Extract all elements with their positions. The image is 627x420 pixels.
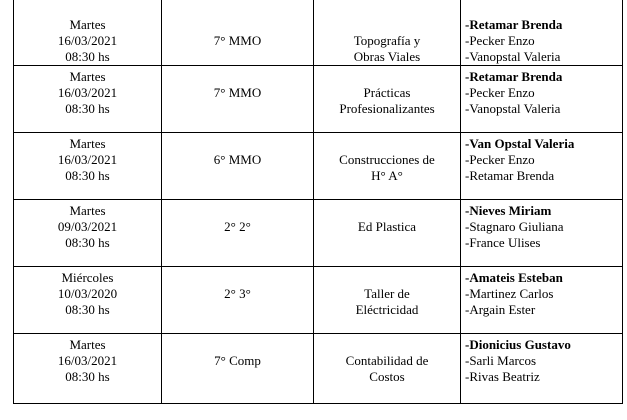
subject-text: Costos xyxy=(369,369,405,384)
subject-cell xyxy=(314,334,461,404)
course-text: 6° MMO xyxy=(213,152,262,167)
course-cell xyxy=(162,267,314,334)
course-text: 7° Comp xyxy=(214,353,261,368)
subject-cell xyxy=(314,200,461,267)
subject-text: Eléctricidad xyxy=(355,302,419,317)
course-cell xyxy=(162,66,314,133)
date-text: 16/03/2021 xyxy=(57,353,118,368)
teachers-cell xyxy=(461,0,623,66)
teacher-name: -Argain Ester xyxy=(465,302,536,317)
subject-text: Obras Viales xyxy=(353,49,421,64)
date-cell xyxy=(14,334,162,404)
date-cell xyxy=(14,200,162,267)
subject-text: Contabilidad de xyxy=(345,353,429,368)
time-text: 08:30 hs xyxy=(65,168,110,183)
date-cell xyxy=(14,0,162,66)
time-text: 08:30 hs xyxy=(65,49,110,64)
teacher-lead: -Amateis Esteban xyxy=(465,270,563,285)
table-row xyxy=(14,267,623,334)
subject-cell xyxy=(314,0,461,66)
weekday-text: Martes xyxy=(69,203,106,218)
table-row xyxy=(14,0,623,66)
weekday-text: Martes xyxy=(69,17,106,32)
teacher-name: -Martinez Carlos xyxy=(465,286,554,301)
teachers-cell xyxy=(461,66,623,133)
date-text: 16/03/2021 xyxy=(57,85,118,100)
weekday-text: Martes xyxy=(69,69,106,84)
weekday-text: Martes xyxy=(69,337,106,352)
subject-cell xyxy=(314,133,461,200)
time-text: 08:30 hs xyxy=(65,302,110,317)
time-text: 08:30 hs xyxy=(65,235,110,250)
teacher-name: -Vanopstal Valeria xyxy=(465,101,561,116)
teacher-name: -Retamar Brenda xyxy=(465,168,555,183)
teachers-cell xyxy=(461,334,623,404)
course-text: 7° MMO xyxy=(213,85,262,100)
course-cell xyxy=(162,200,314,267)
course-cell xyxy=(162,334,314,404)
subject-cell xyxy=(314,66,461,133)
time-text: 08:30 hs xyxy=(65,101,110,116)
weekday-text: Martes xyxy=(69,136,106,151)
course-text: 7° MMO xyxy=(213,33,262,48)
course-cell xyxy=(162,0,314,66)
teacher-lead: -Retamar Brenda xyxy=(465,69,563,84)
teacher-lead: -Van Opstal Valeria xyxy=(465,136,575,151)
table-row xyxy=(14,133,623,200)
table-row xyxy=(14,66,623,133)
teacher-name: -Rivas Beatriz xyxy=(465,369,540,384)
teachers-cell xyxy=(461,267,623,334)
course-text: 2° 2° xyxy=(224,219,251,234)
exam-schedule-body xyxy=(14,0,623,404)
course-cell xyxy=(162,133,314,200)
subject-text: Ed Plastica xyxy=(357,219,417,234)
teacher-name: -Pecker Enzo xyxy=(465,33,535,48)
teacher-name: -Sarli Marcos xyxy=(465,353,537,368)
subject-text: Profesionalizantes xyxy=(339,101,435,116)
date-cell xyxy=(14,133,162,200)
subject-cell xyxy=(314,267,461,334)
teacher-name: -Pecker Enzo xyxy=(465,85,535,100)
subject-text: Topografía y xyxy=(353,33,421,48)
date-cell xyxy=(14,66,162,133)
date-text: 16/03/2021 xyxy=(57,152,118,167)
table-row xyxy=(14,200,623,267)
teacher-name: -Vanopstal Valeria xyxy=(465,49,561,64)
teacher-name: -Stagnaro Giuliana xyxy=(465,219,564,234)
exam-schedule-table xyxy=(13,0,623,404)
date-text: 10/03/2020 xyxy=(57,286,118,301)
teacher-lead: -Retamar Brenda xyxy=(465,17,563,32)
teacher-lead: -Nieves Miriam xyxy=(465,203,552,218)
course-text: 2° 3° xyxy=(224,286,251,301)
teacher-name: -France Ulises xyxy=(465,235,541,250)
time-text: 08:30 hs xyxy=(65,369,110,384)
date-text: 16/03/2021 xyxy=(57,33,118,48)
date-cell xyxy=(14,267,162,334)
teacher-name: -Pecker Enzo xyxy=(465,152,535,167)
teachers-cell xyxy=(461,133,623,200)
subject-text: Construcciones de xyxy=(339,152,435,167)
subject-text: H° A° xyxy=(371,168,403,183)
teacher-lead: -Dionicius Gustavo xyxy=(465,337,571,352)
subject-text: Taller de xyxy=(364,286,410,301)
weekday-text: Miércoles xyxy=(61,270,114,285)
table-row xyxy=(14,334,623,404)
subject-text: Prácticas xyxy=(363,85,411,100)
date-text: 09/03/2021 xyxy=(57,219,118,234)
teachers-cell xyxy=(461,200,623,267)
